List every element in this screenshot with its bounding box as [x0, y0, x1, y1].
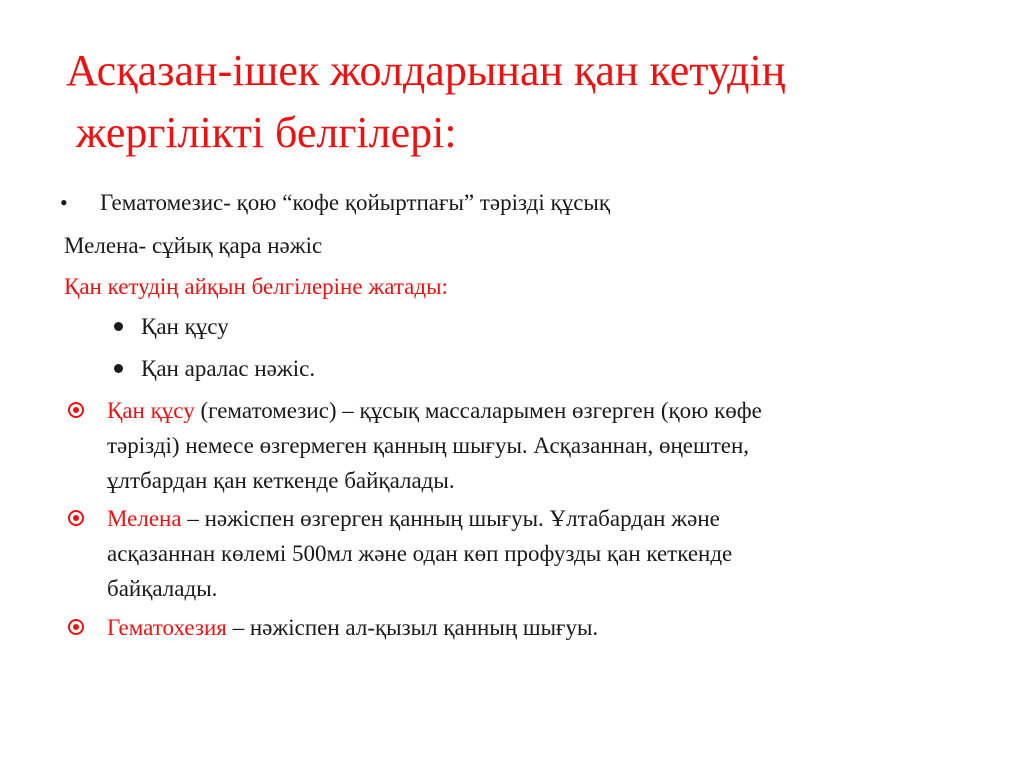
definition-text: ұлтбардан қан кеткенде байқалады.: [107, 468, 455, 493]
round-bullet-icon: [114, 322, 123, 331]
melena-line: Мелена- сұйық қара нәжіс: [64, 233, 323, 258]
definition-text: (гематомезис) – құсық массаларымен өзгерген (қою көфе: [194, 398, 762, 423]
definition-term: Қан құсу: [107, 398, 195, 423]
hematemesis-line: Гематомезис- қою “кофе қойыртпағы” тәрізді құсық: [100, 190, 611, 215]
circled-dot-bullet-icon: [68, 510, 84, 526]
definition-text: – нәжіспен өзгерген қанның шығуы. Ұлтабардан және: [181, 506, 720, 531]
definition-term: Гематохезия: [107, 615, 227, 640]
definition-text: тәрізді) немесе өзгермеген қанның шығуы. Асқазаннан, өңештен,: [107, 433, 750, 458]
sign-item-2: Қан аралас нәжіс.: [141, 356, 316, 381]
definition-text: асқазаннан көлемі 500мл және одан көп профузды қан кеткенде: [107, 541, 733, 566]
definition-term: Мелена: [107, 506, 182, 531]
title-line-1: Асқазан-ішек жолдарынан қан кетудің: [66, 46, 786, 95]
round-bullet-icon: [114, 364, 123, 373]
definition-hematochezia: [107, 610, 927, 645]
slide-title: [66, 40, 966, 164]
bullet-icon: •: [60, 190, 68, 215]
definition-melena: [107, 501, 927, 606]
definition-hematemesis: [107, 393, 927, 498]
definition-text: – нәжіспен ал-қызыл қанның шығуы.: [226, 615, 599, 640]
obvious-signs-heading: Қан кетудің айқын белгілеріне жатады:: [64, 274, 448, 299]
circled-dot-bullet-icon: [68, 619, 84, 635]
sign-item-1: Қан құсу: [141, 314, 229, 339]
definition-text: байқалады.: [107, 576, 218, 601]
title-line-2: жергілікті белгілері:: [76, 108, 457, 157]
circled-dot-bullet-icon: [68, 402, 84, 418]
